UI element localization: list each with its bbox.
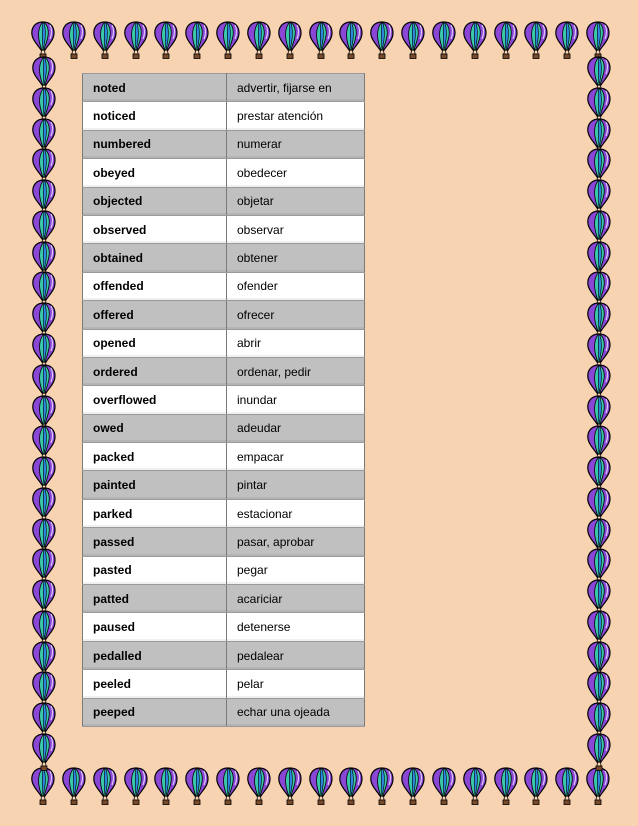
spanish-translation-cell: detenerse	[227, 613, 365, 641]
hot-air-balloon-icon	[277, 20, 303, 60]
spanish-translation-cell: acariciar	[227, 585, 365, 613]
table-row	[83, 357, 365, 385]
spanish-translation-cell: prestar atención	[227, 102, 365, 130]
hot-air-balloon-icon	[338, 20, 364, 60]
spanish-translation-cell: adeudar	[227, 414, 365, 442]
english-word-cell: noted	[83, 74, 227, 102]
spanish-translation-cell: pegar	[227, 556, 365, 584]
table-row	[83, 215, 365, 243]
english-word-cell: noticed	[83, 102, 227, 130]
hot-air-balloon-icon	[523, 20, 549, 60]
table-row	[83, 272, 365, 300]
english-word-cell: painted	[83, 471, 227, 499]
table-row	[83, 471, 365, 499]
hot-air-balloon-icon	[554, 766, 580, 806]
table-row	[83, 130, 365, 158]
spanish-translation-cell: abrir	[227, 329, 365, 357]
english-word-cell: obtained	[83, 244, 227, 272]
hot-air-balloon-icon	[215, 20, 241, 60]
spanish-translation-cell: pasar, aprobar	[227, 528, 365, 556]
hot-air-balloon-icon	[338, 766, 364, 806]
english-word-cell: objected	[83, 187, 227, 215]
english-word-cell: numbered	[83, 130, 227, 158]
english-word-cell: peeped	[83, 698, 227, 726]
table-row	[83, 670, 365, 698]
table-row	[83, 414, 365, 442]
spanish-translation-cell: inundar	[227, 386, 365, 414]
spanish-translation-cell: pintar	[227, 471, 365, 499]
hot-air-balloon-icon	[246, 766, 272, 806]
hot-air-balloon-icon	[277, 766, 303, 806]
hot-air-balloon-icon	[493, 766, 519, 806]
spanish-translation-cell: observar	[227, 215, 365, 243]
table-row	[83, 187, 365, 215]
hot-air-balloon-icon	[61, 20, 87, 60]
vocabulary-table	[82, 73, 365, 727]
hot-air-balloon-icon	[400, 766, 426, 806]
hot-air-balloon-icon	[123, 766, 149, 806]
hot-air-balloon-icon	[31, 732, 57, 772]
table-row	[83, 585, 365, 613]
english-word-cell: patted	[83, 585, 227, 613]
hot-air-balloon-icon	[431, 20, 457, 60]
table-row	[83, 698, 365, 726]
spanish-translation-cell: echar una ojeada	[227, 698, 365, 726]
hot-air-balloon-icon	[585, 20, 611, 60]
spanish-translation-cell: ordenar, pedir	[227, 357, 365, 385]
hot-air-balloon-icon	[462, 20, 488, 60]
english-word-cell: paused	[83, 613, 227, 641]
spanish-translation-cell: pedalear	[227, 641, 365, 669]
english-word-cell: offended	[83, 272, 227, 300]
english-word-cell: pasted	[83, 556, 227, 584]
hot-air-balloon-icon	[308, 766, 334, 806]
spanish-translation-cell: ofrecer	[227, 301, 365, 329]
hot-air-balloon-icon	[586, 732, 612, 772]
hot-air-balloon-icon	[246, 20, 272, 60]
hot-air-balloon-icon	[308, 20, 334, 60]
table-row	[83, 613, 365, 641]
english-word-cell: pedalled	[83, 641, 227, 669]
hot-air-balloon-icon	[153, 766, 179, 806]
hot-air-balloon-icon	[92, 20, 118, 60]
spanish-translation-cell: numerar	[227, 130, 365, 158]
english-word-cell: parked	[83, 499, 227, 527]
table-row	[83, 74, 365, 102]
hot-air-balloon-icon	[30, 20, 56, 60]
table-row	[83, 159, 365, 187]
hot-air-balloon-icon	[369, 20, 395, 60]
hot-air-balloon-icon	[523, 766, 549, 806]
table-row	[83, 528, 365, 556]
english-word-cell: obeyed	[83, 159, 227, 187]
spanish-translation-cell: obedecer	[227, 159, 365, 187]
hot-air-balloon-icon	[554, 20, 580, 60]
hot-air-balloon-icon	[369, 766, 395, 806]
table-row	[83, 301, 365, 329]
table-row	[83, 329, 365, 357]
table-row	[83, 443, 365, 471]
spanish-translation-cell: empacar	[227, 443, 365, 471]
hot-air-balloon-icon	[61, 766, 87, 806]
english-word-cell: ordered	[83, 357, 227, 385]
english-word-cell: overflowed	[83, 386, 227, 414]
table-row	[83, 386, 365, 414]
hot-air-balloon-icon	[215, 766, 241, 806]
english-word-cell: offered	[83, 301, 227, 329]
table-row	[83, 556, 365, 584]
table-row	[83, 499, 365, 527]
english-word-cell: packed	[83, 443, 227, 471]
hot-air-balloon-icon	[493, 20, 519, 60]
hot-air-balloon-icon	[400, 20, 426, 60]
english-word-cell: owed	[83, 414, 227, 442]
english-word-cell: peeled	[83, 670, 227, 698]
hot-air-balloon-icon	[431, 766, 457, 806]
hot-air-balloon-icon	[123, 20, 149, 60]
english-word-cell: opened	[83, 329, 227, 357]
spanish-translation-cell: ofender	[227, 272, 365, 300]
hot-air-balloon-icon	[184, 766, 210, 806]
hot-air-balloon-icon	[462, 766, 488, 806]
spanish-translation-cell: estacionar	[227, 499, 365, 527]
spanish-translation-cell: obtener	[227, 244, 365, 272]
spanish-translation-cell: objetar	[227, 187, 365, 215]
table-row	[83, 244, 365, 272]
hot-air-balloon-icon	[184, 20, 210, 60]
hot-air-balloon-icon	[153, 20, 179, 60]
spanish-translation-cell: pelar	[227, 670, 365, 698]
english-word-cell: passed	[83, 528, 227, 556]
table-row	[83, 641, 365, 669]
table-row	[83, 102, 365, 130]
vocabulary-table-body	[83, 74, 365, 727]
english-word-cell: observed	[83, 215, 227, 243]
hot-air-balloon-icon	[92, 766, 118, 806]
spanish-translation-cell: advertir, fijarse en	[227, 74, 365, 102]
